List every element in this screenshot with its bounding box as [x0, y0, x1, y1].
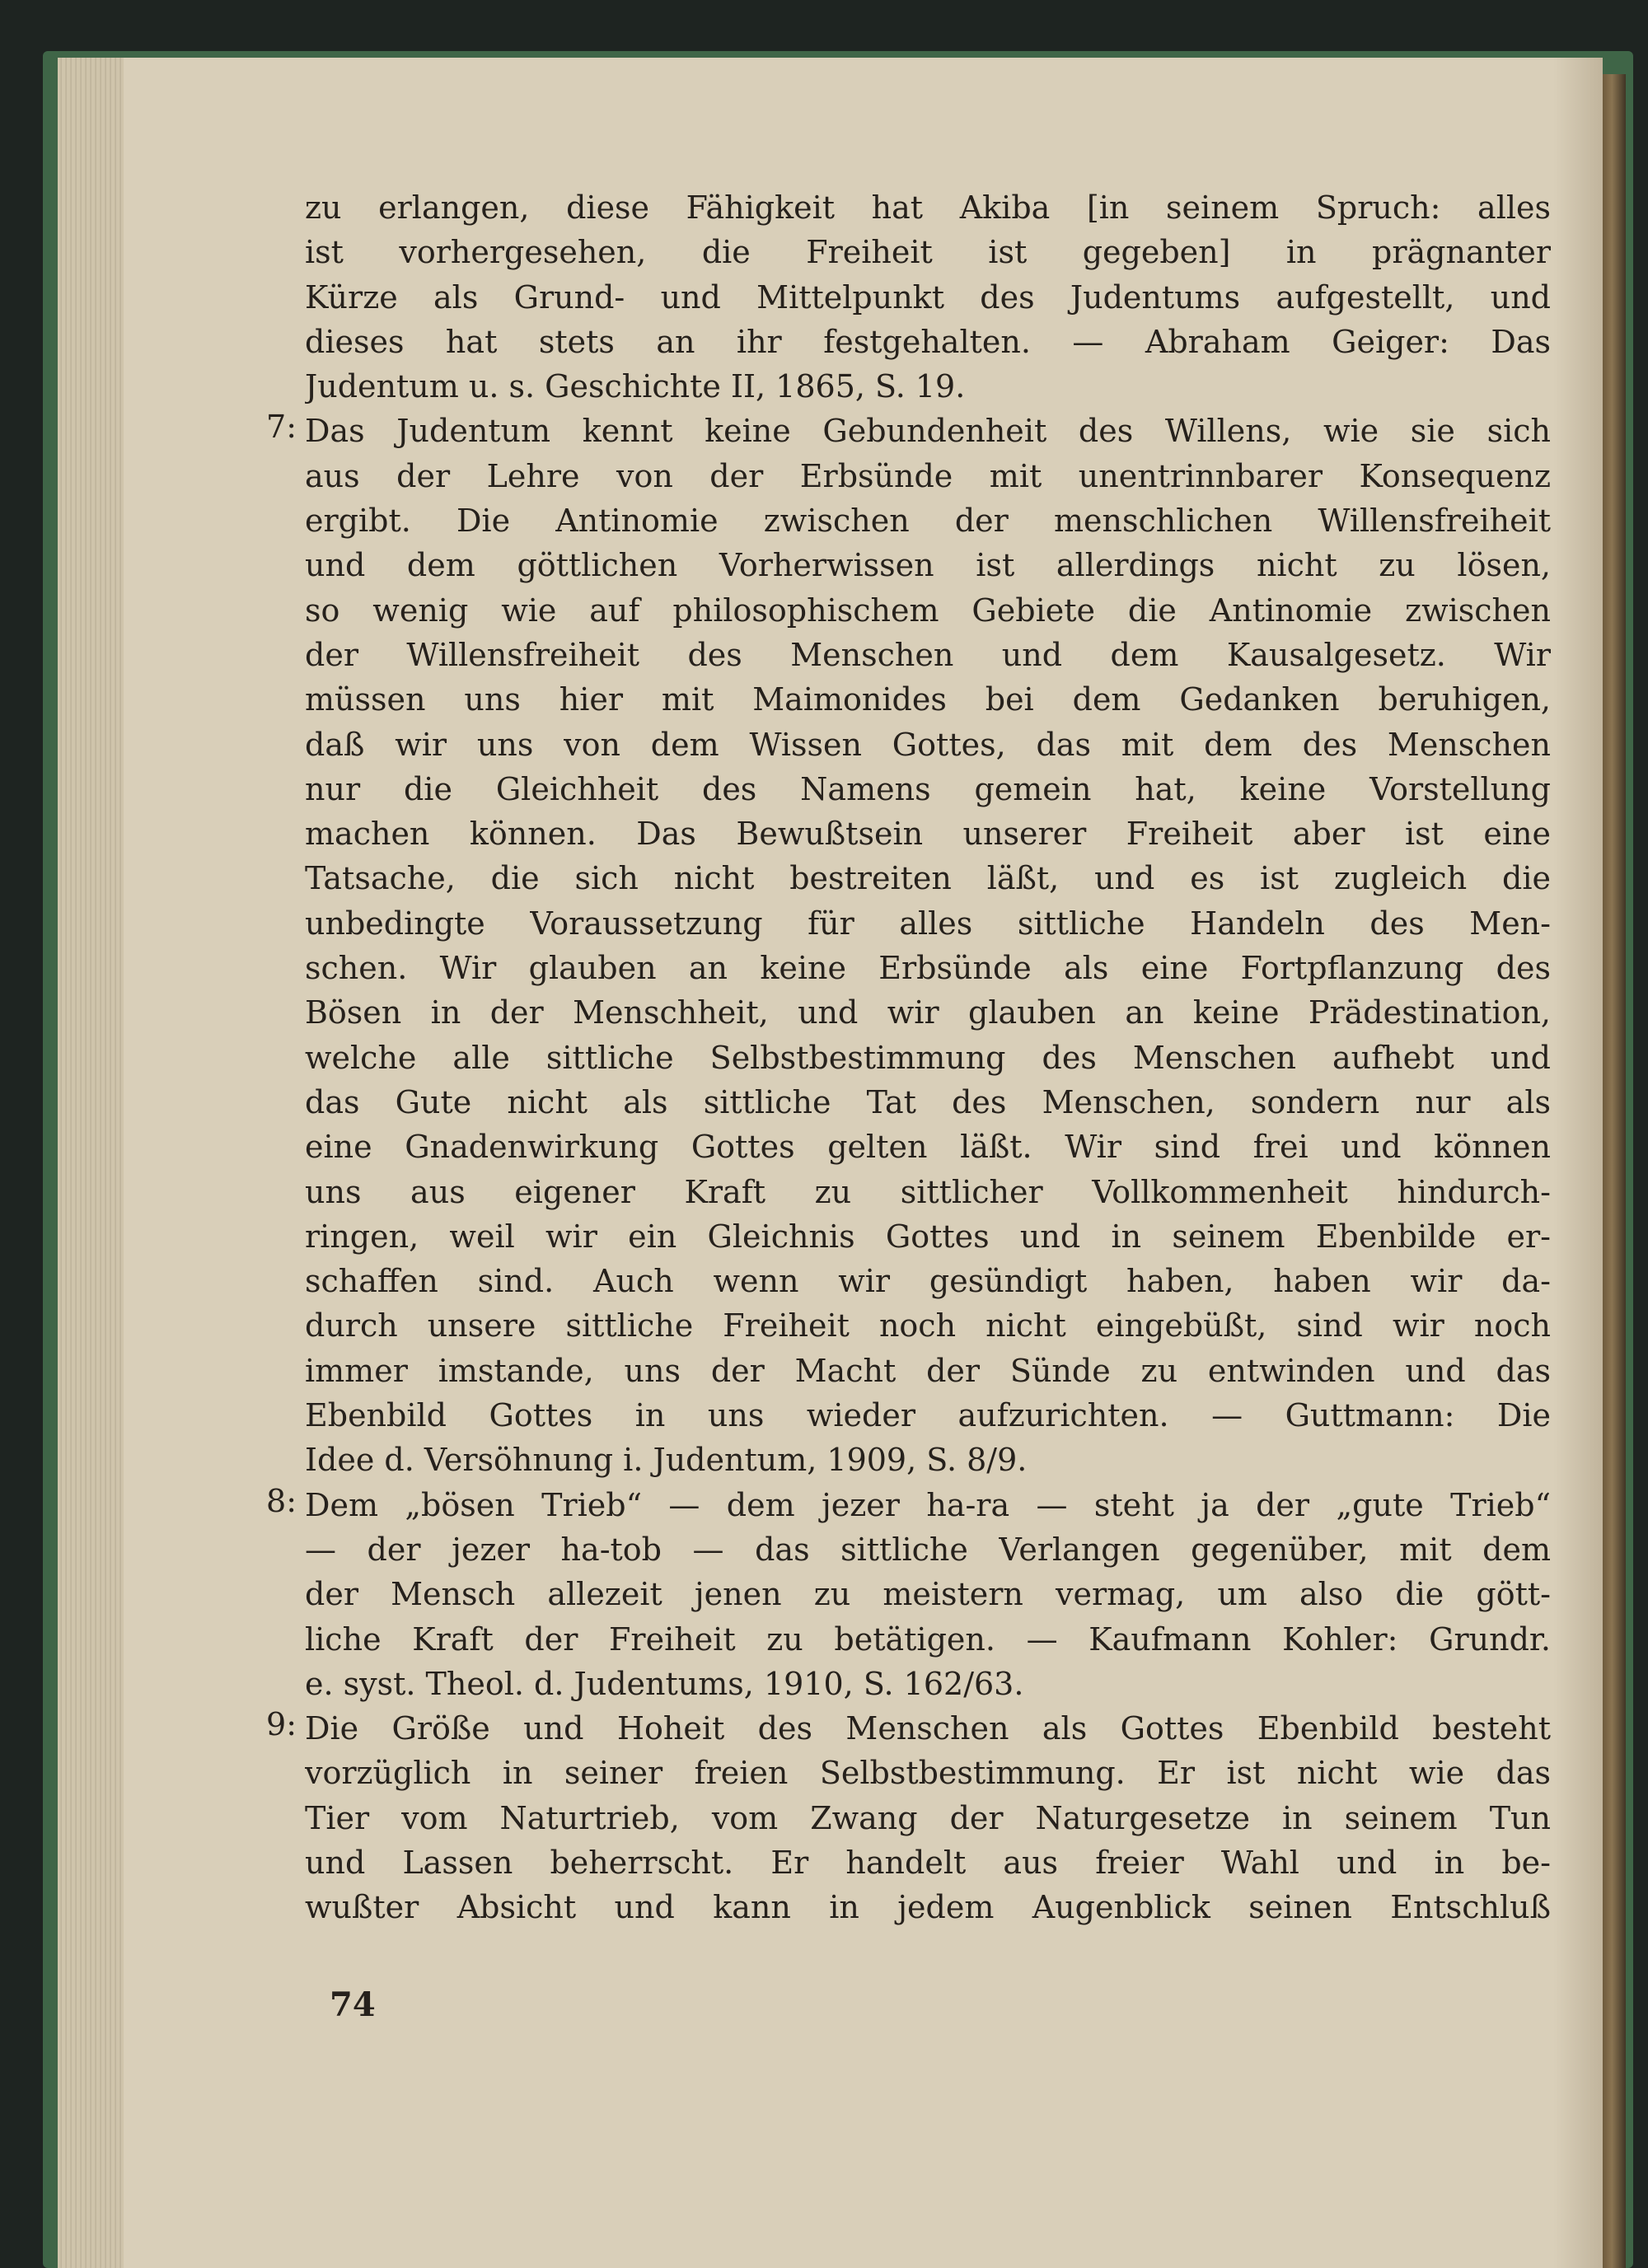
page-gutter-shadow	[1553, 58, 1603, 2268]
text-line: Das Judentum kennt keine Gebundenheit des Willens, wie sie sich	[305, 413, 1551, 450]
text-line: wußter Absicht und kann in jedem Augenblick seinen Entschluß	[305, 1889, 1551, 1926]
text-line: zu erlangen, diese Fähigkeit hat Akiba [in seinem Spruch: alles	[305, 189, 1551, 226]
text-line: Tier vom Naturtrieb, vom Zwang der Naturgesetze in seinem Tun	[305, 1799, 1551, 1836]
page-number: 74	[330, 1985, 376, 2024]
continuation-paragraph	[305, 185, 1551, 409]
text-line: der Willensfreiheit des Menschen und dem Kausalgesetz. Wir	[305, 636, 1551, 673]
text-line: so wenig wie auf philosophischem Gebiete die Antinomie zwischen	[305, 592, 1551, 629]
text-line: und Lassen beherrscht. Er handelt aus freier Wahl und in be-	[305, 1844, 1551, 1881]
footnote-number: 8:	[266, 1482, 297, 1519]
text-line: schaffen sind. Auch wenn wir gesündigt haben, haben wir da-	[305, 1263, 1551, 1300]
footnote-7	[266, 409, 1551, 1482]
footnote-number: 9:	[266, 1706, 297, 1743]
text-line: schen. Wir glauben an keine Erbsünde als eine Fortpflanzung des	[305, 950, 1551, 987]
text-line: Kürze als Grund- und Mittelpunkt des Judentums aufgestellt, und	[305, 278, 1551, 316]
text-line: und dem göttlichen Vorherwissen ist allerdings nicht zu lösen,	[305, 547, 1551, 584]
text-line: e. syst. Theol. d. Judentums, 1910, S. 162/63.	[305, 1665, 1024, 1702]
text-line: Idee d. Versöhnung i. Judentum, 1909, S. 8/9.	[305, 1442, 1028, 1479]
text-line: machen können. Das Bewußtsein unserer Freiheit aber ist eine	[305, 816, 1551, 853]
footnote-8	[266, 1482, 1551, 1706]
text-line: durch unsere sittliche Freiheit noch nicht eingebüßt, sind wir noch	[305, 1307, 1551, 1344]
page-text	[266, 185, 1551, 1930]
text-line: Die Größe und Hoheit des Menschen als Gottes Ebenbild besteht	[305, 1710, 1551, 1747]
text-line: das Gute nicht als sittliche Tat des Menschen, sondern nur als	[305, 1083, 1551, 1120]
text-line: uns aus eigener Kraft zu sittlicher Vollkommenheit hindurch-	[305, 1173, 1551, 1210]
text-line: immer imstande, uns der Macht der Sünde zu entwinden und das	[305, 1352, 1551, 1389]
binding-edge	[1603, 74, 1626, 2268]
text-line: ist vorhergesehen, die Freiheit ist gegeben] in prägnanter	[305, 234, 1551, 271]
footnote-9	[266, 1706, 1551, 1929]
text-line: müssen uns hier mit Maimonides bei dem Gedanken beruhigen,	[305, 681, 1551, 718]
text-line: Dem „bösen Trieb“ — dem jezer ha-ra — steht ja der „gute Trieb“	[305, 1486, 1551, 1523]
text-line: liche Kraft der Freiheit zu betätigen. — Kaufmann Kohler: Grundr.	[305, 1620, 1551, 1658]
text-line: nur die Gleichheit des Namens gemein hat, keine Vorstellung	[305, 770, 1551, 807]
text-line: eine Gnadenwirkung Gottes gelten läßt. Wir sind frei und können	[305, 1129, 1551, 1166]
text-line: — der jezer ha-tob — das sittliche Verlangen gegenüber, mit dem	[305, 1531, 1551, 1568]
text-line: Ebenbild Gottes in uns wieder aufzurichten. — Guttmann: Die	[305, 1397, 1551, 1434]
text-line: ringen, weil wir ein Gleichnis Gottes und in seinem Ebenbilde er-	[305, 1218, 1551, 1255]
text-line: aus der Lehre von der Erbsünde mit unentrinnbarer Konsequenz	[305, 457, 1551, 494]
text-line: Bösen in der Menschheit, und wir glauben an keine Prädestination,	[305, 994, 1551, 1031]
text-line: daß wir uns von dem Wissen Gottes, das mit dem des Menschen	[305, 726, 1551, 763]
footnote-number: 7:	[266, 409, 297, 446]
text-line: dieses hat stets an ihr festgehalten. — Abraham Geiger: Das	[305, 323, 1551, 360]
text-line: unbedingte Voraussetzung für alles sittliche Handeln des Men-	[305, 905, 1551, 942]
text-line: Judentum u. s. Geschichte II, 1865, S. 19.	[305, 368, 966, 405]
text-line: welche alle sittliche Selbstbestimmung des Menschen aufhebt und	[305, 1039, 1551, 1076]
text-line: ergibt. Die Antinomie zwischen der menschlichen Willensfreiheit	[305, 503, 1551, 540]
text-line: vorzüglich in seiner freien Selbstbestimmung. Er ist nicht wie das	[305, 1755, 1551, 1792]
text-line: Tatsache, die sich nicht bestreiten läßt, und es ist zugleich die	[305, 860, 1551, 897]
text-line: der Mensch allezeit jenen zu meistern vermag, um also die gött-	[305, 1576, 1551, 1613]
